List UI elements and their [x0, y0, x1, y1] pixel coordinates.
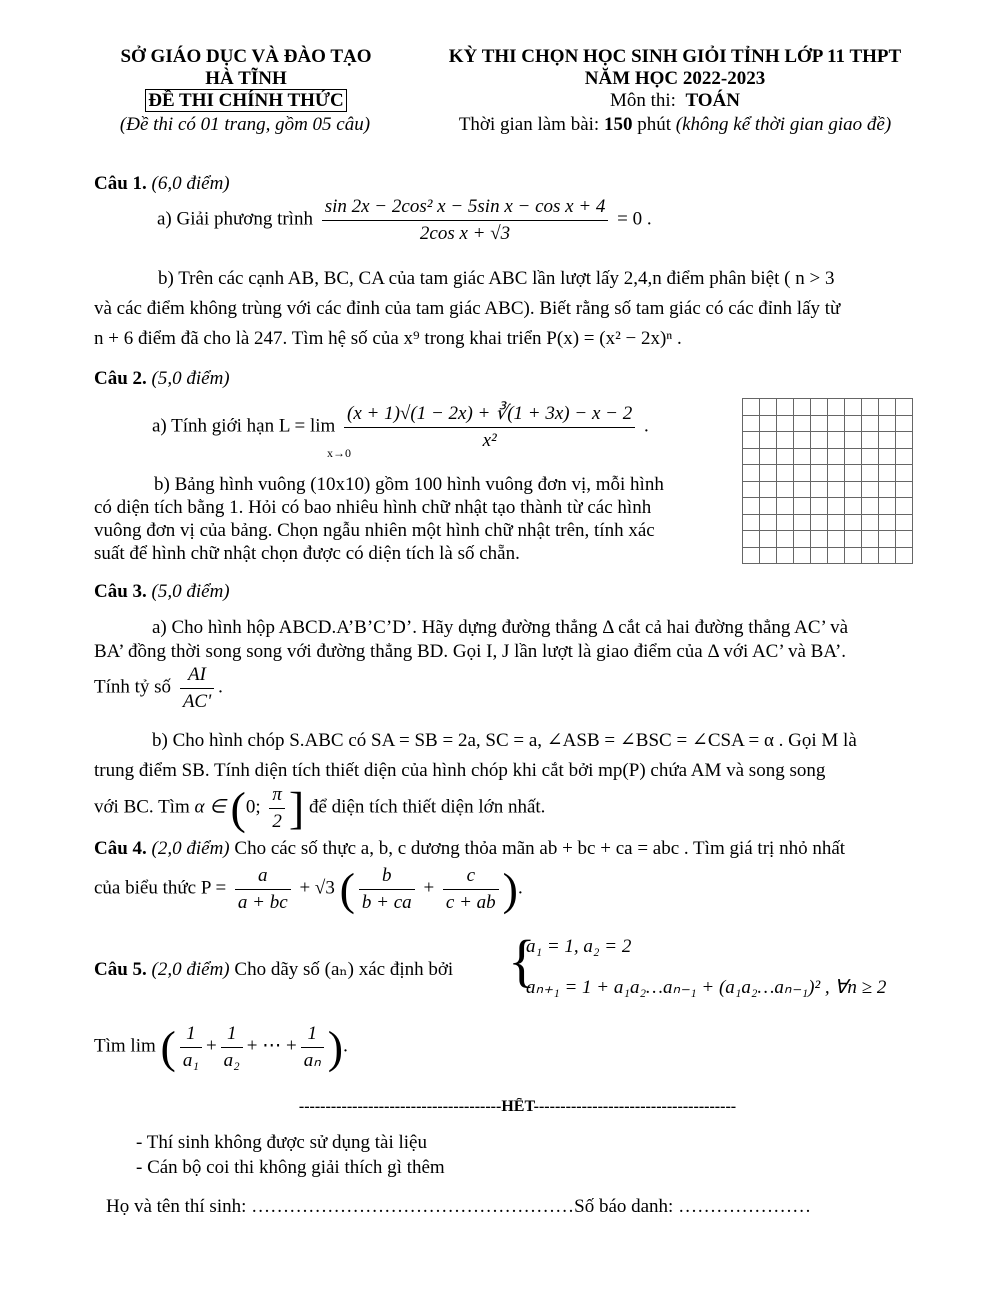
grid-cell [828, 531, 845, 548]
grid-10x10-figure [742, 398, 913, 564]
grid-cell [811, 415, 828, 432]
grid-cell [862, 415, 879, 432]
grid-cell [879, 465, 896, 482]
grid-cell [879, 415, 896, 432]
grid-cell [862, 498, 879, 515]
q5-recurrence: aₙ₊₁ = 1 + a₁a₂…aₙ₋₁ + (a₁a₂…aₙ₋₁)² , ∀n ≥ 2 [526, 977, 887, 998]
grid-cell [777, 465, 794, 482]
grid-cell [896, 531, 913, 548]
grid-cell [777, 498, 794, 515]
q3-ratio: Tính tỷ số $\frac{AI}{AC'}$ . [94, 664, 223, 712]
grid-cell [862, 514, 879, 531]
grid-cell [828, 399, 845, 416]
q2-heading: Câu 2. (5,0 điểm) [94, 368, 230, 389]
q3-part-b: b) Cho hình chóp S.ABC có SA = SB = 2a, SC = a, ∠ASB = ∠BSC = ∠CSA = α . Gọi M là trung điểm SB. Tính diện tích thiết diện của hình chóp khi cắt bởi mp(P) chứa AM và song song [94, 730, 857, 781]
grid-cell [862, 448, 879, 465]
grid-cell [777, 531, 794, 548]
school-year: NĂM HỌC 2022-2023 [584, 68, 766, 89]
subject: TOÁN [685, 90, 741, 111]
grid-cell [743, 399, 760, 416]
grid-cell [879, 399, 896, 416]
grid-cell [879, 514, 896, 531]
grid-cell [828, 465, 845, 482]
grid-cell [777, 514, 794, 531]
grid-cell [879, 498, 896, 515]
grid-cell [828, 448, 845, 465]
grid-cell [743, 415, 760, 432]
grid-cell [845, 415, 862, 432]
grid-cell [896, 465, 913, 482]
exam-title: KỲ THI CHỌN HỌC SINH GIỎI TỈNH LỚP 11 THPT [448, 46, 902, 67]
grid-cell [777, 547, 794, 564]
grid-cell [777, 448, 794, 465]
grid-cell [777, 432, 794, 449]
subject-line: Môn thi: TOÁN [609, 90, 741, 111]
grid-cell [862, 481, 879, 498]
grid-cell [879, 432, 896, 449]
grid-cell [760, 432, 777, 449]
grid-cell [845, 498, 862, 515]
header-right [410, 46, 940, 112]
grid-cell [743, 531, 760, 548]
grid-cell [811, 399, 828, 416]
q1-part-a: a) Giải phương trình $\frac{\text{sin 2x − 2cos² x − 5sin x − cos x + 4}}{\text{2cos x + √3}}$ = 0 . [157, 196, 652, 244]
grid-cell [760, 415, 777, 432]
q2-a-fraction: $\frac{(x + 1)√(1 - 2x) + ∛(1 + 3x) - x - 2}{\text{x²}}$ [344, 403, 635, 452]
q3-heading: Câu 3. (5,0 điểm) [94, 581, 230, 602]
grid-cell [862, 547, 879, 564]
q2-part-b: b) Bảng hình vuông (10x10) gồm 100 hình vuông đơn vị, mỗi hình có diện tích bằng 1. Hỏi có bao nhiêu hình chữ nhật tạo thành từ các hình vuông đơn vị của bảng. Chọn ngẫu nhiên một hình chữ nhật trên, tính xác suất để hình chữ nhật chọn được có diện tích là số chẵn. [94, 474, 664, 564]
grid-cell [845, 481, 862, 498]
q3-part-b-line3: với BC. Tìm α ∈ (0; $\frac{\pi}{2}$ ] để diện tích thiết diện lớn nhất. [94, 782, 546, 834]
time-value: 150 [603, 114, 633, 135]
q3-part-a: a) Cho hình hộp ABCD.A’B’C’D’. Hãy dựng đường thẳng Δ cắt cả hai đường thẳng AC’ và BA’ đồng thời song song với đường thẳng BD. Gọi I, J lần lượt là giao điểm của Δ với AC’ và BA’. [94, 617, 849, 662]
footer-notes: - Thí sinh không được sử dụng tài liệu - Cán bộ coi thi không giải thích gì thêm [136, 1132, 445, 1178]
q2-part-a: a) Tính giới hạn L = lim $\frac{(x + 1)√(1 - 2x) + ∛(1 + 3x) - x - 2}{\text{x²}}$ . [152, 403, 649, 451]
grid-cell [777, 399, 794, 416]
header-left [92, 46, 400, 112]
grid-cell [811, 531, 828, 548]
grid-cell [828, 547, 845, 564]
grid-cell [743, 481, 760, 498]
grid-cell [743, 448, 760, 465]
grid-cell [743, 514, 760, 531]
grid-cell [828, 432, 845, 449]
unit-square-grid [742, 398, 913, 564]
grid-cell [794, 432, 811, 449]
grid-cell [811, 448, 828, 465]
grid-cell [845, 514, 862, 531]
grid-cell [794, 415, 811, 432]
grid-cell [794, 547, 811, 564]
grid-cell [845, 448, 862, 465]
grid-cell [760, 514, 777, 531]
candidate-info-line: Họ và tên thí sinh: ……………………………………………Số báo danh: ………………… [106, 1196, 812, 1217]
grid-cell [862, 465, 879, 482]
page-count-note: (Đề thi có 01 trang, gồm 05 câu) [119, 114, 371, 135]
grid-cell [794, 448, 811, 465]
grid-cell [896, 481, 913, 498]
grid-cell [794, 465, 811, 482]
grid-cell [896, 415, 913, 432]
q5-initial-terms: a₁ = 1, a₂ = 2 [526, 936, 632, 957]
grid-cell [845, 547, 862, 564]
grid-cell [828, 498, 845, 515]
limit-subscript: x→0 [327, 446, 351, 460]
grid-cell [743, 547, 760, 564]
grid-cell [862, 432, 879, 449]
grid-cell [828, 514, 845, 531]
grid-cell [811, 547, 828, 564]
grid-cell [760, 547, 777, 564]
q4-expression: của biểu thức P = $\frac{a}{a + bc}$ + √3 ( $\frac{b}{b + ca}$ + $\frac{c}{c + ab}$ ). [94, 863, 523, 915]
department-name: SỞ GIÁO DỤC VÀ ĐÀO TẠO [120, 46, 372, 67]
grid-cell [896, 432, 913, 449]
grid-cell [896, 514, 913, 531]
q1-a-fraction: $\frac{\text{sin 2x − 2cos² x − 5sin x − cos x + 4}}{\text{2cos x + √3}}$ [322, 196, 609, 245]
grid-cell [845, 531, 862, 548]
grid-cell [896, 399, 913, 416]
grid-cell [811, 498, 828, 515]
grid-cell [794, 531, 811, 548]
grid-cell [777, 415, 794, 432]
official-exam-label: ĐỀ THI CHÍNH THỨC [145, 89, 347, 112]
grid-cell [743, 432, 760, 449]
grid-cell [828, 481, 845, 498]
grid-cell [828, 415, 845, 432]
grid-cell [811, 514, 828, 531]
grid-cell [794, 514, 811, 531]
grid-cell [845, 465, 862, 482]
q1-part-b: b) Trên các cạnh AB, BC, CA của tam giác ABC lần lượt lấy 2,4,n điểm phân biệt ( n > 3 và các điểm không trùng với các đỉnh của tam giác ABC). Biết rằng số tam giác có các đỉnh lấy từ n + 6 điểm đã cho là 247. Tìm hệ số của x⁹ trong khai triển P(x) = (x² − 2x)ⁿ . [94, 268, 841, 349]
grid-cell [879, 481, 896, 498]
grid-cell [879, 448, 896, 465]
q1-heading: Câu 1. (6,0 điểm) [94, 173, 230, 194]
grid-cell [760, 481, 777, 498]
grid-cell [845, 399, 862, 416]
q4-line1: Câu 4. (2,0 điểm) Cho các số thực a, b, c dương thỏa mãn ab + bc + ca = abc . Tìm giá trị nhỏ nhất [94, 838, 846, 859]
grid-cell [845, 432, 862, 449]
grid-cell [811, 465, 828, 482]
grid-cell [862, 531, 879, 548]
grid-cell [743, 498, 760, 515]
grid-cell [811, 481, 828, 498]
grid-cell [811, 432, 828, 449]
grid-cell [896, 498, 913, 515]
time-line: Thời gian làm bài: 150 phút (không kể thời gian giao đề) [458, 114, 892, 135]
grid-cell [862, 399, 879, 416]
grid-cell [794, 399, 811, 416]
grid-cell [896, 448, 913, 465]
grid-cell [760, 531, 777, 548]
grid-cell [760, 465, 777, 482]
grid-cell [743, 465, 760, 482]
end-marker: --------------------------------------HẾT-------------------------------------- [298, 1098, 737, 1115]
province-name: HÀ TĨNH [205, 68, 287, 89]
q5-heading: Câu 5. (2,0 điểm) Cho dãy số (aₙ) xác định bởi [94, 959, 454, 980]
grid-cell [760, 498, 777, 515]
grid-cell [760, 448, 777, 465]
grid-cell [760, 399, 777, 416]
grid-cell [794, 498, 811, 515]
grid-cell [879, 531, 896, 548]
grid-cell [794, 481, 811, 498]
q5-limit: Tìm lim ( $\frac{1}{\text{a₁}}$ + $\frac{1}{\text{a₂}}$ + ⋯ + $\frac{1}{\text{aₙ}}$ ). [94, 1021, 348, 1073]
grid-cell [777, 481, 794, 498]
grid-cell [879, 547, 896, 564]
grid-cell [896, 547, 913, 564]
